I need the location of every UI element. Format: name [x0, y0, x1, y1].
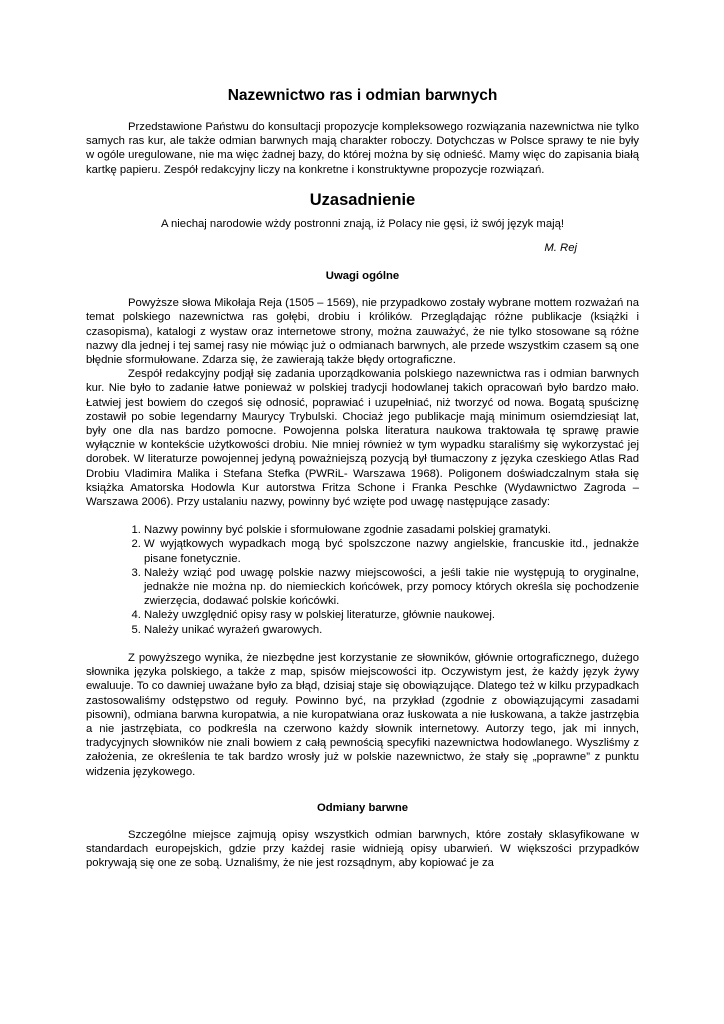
rule-item: 4. Należy uwzględnić opisy rasy w polskiej literaturze, głównie naukowej.	[144, 608, 639, 622]
general-paragraph-3: Z powyższego wynika, że niezbędne jest korzystanie ze słowników, głównie ortograficznego, dużego słownika języka polskiego, a także z map, spisów miejscowości itp. Oczywistym jest, że każdy język żywy ewaluuje. To co dawniej uważane było za błąd, dzisiaj staje się obowiązujące. Dlatego też w kilku przypadkach zastosowaliśmy odstępstwo od reguły. Powinno być, na przykład (zgodnie z obowiązującymi zasadami pisowni), odmiana barwna kuropatwia, a nie kuropatwiana oraz łuskowata a nie łuskowana, a także jastrzębia a nie jastrzębiata, co podkreśla na czerwono każdy słownik internetowy. Autorzy tego, jak mi innych, tradycyjnych słowników nie znali bowiem z całą pewnością specyfiki nazewnictwa hodowlanego. Wyszliśmy z założenia, ze określenia te tak bardzo wrosły już w polskie nazewnictwo, że stały się „poprawne” z punktu widzenia językowego.	[86, 651, 639, 778]
general-paragraph-2: Zespół redakcyjny podjął się zadania uporządkowania polskiego nazewnictwa ras i odmian barwnych kur. Nie było to zadanie łatwe ponieważ w polskiej tradycji hodowlanej takich opracowań było bardzo mało. Łatwiej jest bowiem do czegoś się odnosić, poprawiać i uzupełniać, niż tworzyć od nowa. Bogatą spuściznę zostawił po sobie legendarny Maurycy Trybulski. Chociaż jego publikacje mają minimum osiemdziesiąt lat, były one dla nas bardzo pomocne. Powojenna polska literatura naukowa traktowała tę sprawę prawie wyłącznie w kontekście użytkowości drobiu. Nie mniej również w tym wypadku staraliśmy się wykorzystać jej dorobek. W literaturze powojennej jedyną poważniejszą pozycją był tłumaczony z języka czeskiego Atlas Rad Drobiu Vladimira Malika i Stefana Stefka (PWRiL- Warszawa 1968). Poligonem doświadczalnym stała się książka Amatorska Hodowla Kur autorstwa Fritza Schone i Franka Peschke (Wydawnictwo Zagroda – Warszawa 2006). Przy ustalaniu nazwy, powinny być wzięte pod uwagę następujące zasady:	[86, 368, 639, 509]
rule-item: 3. Należy wziąć pod uwagę polskie nazwy miejscowości, a jeśli takie nie występują to oryginalne, jednakże nie można np. do niemieckich końcówek, przy pomocy których określa się pochodzenie zwierzęcia, dodawać polskie końcówki.	[144, 566, 639, 609]
colors-heading: Odmiany barwne	[316, 801, 409, 814]
intro-paragraph: Przedstawione Państwu do konsultacji propozycje kompleksowego rozwiązania nazewnictwa nie tylko samych ras kur, ale także odmian barwnych mają charakter roboczy. Dotychczas w Polsce sprawy te nie były w ogóle uregulowane, nie ma więc żadnej bazy, do której można by się odnieść. Mamy więc do zapisania białą kartkę papieru. Zespół redakcyjny liczy na konkretne i konstruktywne propozycje rozwiązań.	[86, 121, 640, 176]
rule-item: 5. Należy unikać wyrażeń gwarowych.	[144, 623, 639, 637]
document-page	[86, 86, 639, 870]
general-heading: Uwagi ogólne	[325, 270, 400, 283]
rule-item: 2. W wyjątkowych wypadkach mogą być spolszczone nazwy angielskie, francuskie itd., jednakże pisane fonetycznie.	[144, 537, 639, 565]
motto: A niechaj narodowie wżdy postronni znają, iż Polacy nie gęsi, iż swój język mają!	[160, 217, 565, 230]
general-paragraph-1: Powyższe słowa Mikołaja Reja (1505 – 1569), nie przypadkowo zostały wybrane mottem rozważań na temat polskiego nazewnictwa ras gołębi, drobiu i królików. Przeglądając różne publikacje (książki i czasopisma), katalogi z wystaw oraz internetowe strony, można zauważyć, że nie tylko stosowane są różne nazwy dla jednej i tej samej rasy nie mówiąc już o odmianach barwnych, ale przede wszystkim czasem są one błędnie sformułowane. Zdarza się, że zawierają także błędy ortograficzne.	[86, 297, 639, 367]
rule-item: 1. Nazwy powinny być polskie i sformułowane zgodnie zasadami polskiej gramatyki.	[144, 523, 639, 537]
colors-paragraph-1: Szczególne miejsce zajmują opisy wszystkich odmian barwnych, które zostały sklasyfikowane w standardach europejskich, gdzie przy każdej rasie widnieją opisy ubarwień. W większości przypadków pokrywają się one ze sobą. Uznaliśmy, że nie jest rozsądnym, aby kopiować je za	[86, 828, 639, 870]
page-title: Nazewnictwo ras i odmian barwnych	[227, 87, 498, 104]
section-title: Uzasadnienie	[309, 190, 416, 209]
rules-list	[86, 523, 639, 637]
motto-author: M. Rej	[544, 242, 577, 255]
